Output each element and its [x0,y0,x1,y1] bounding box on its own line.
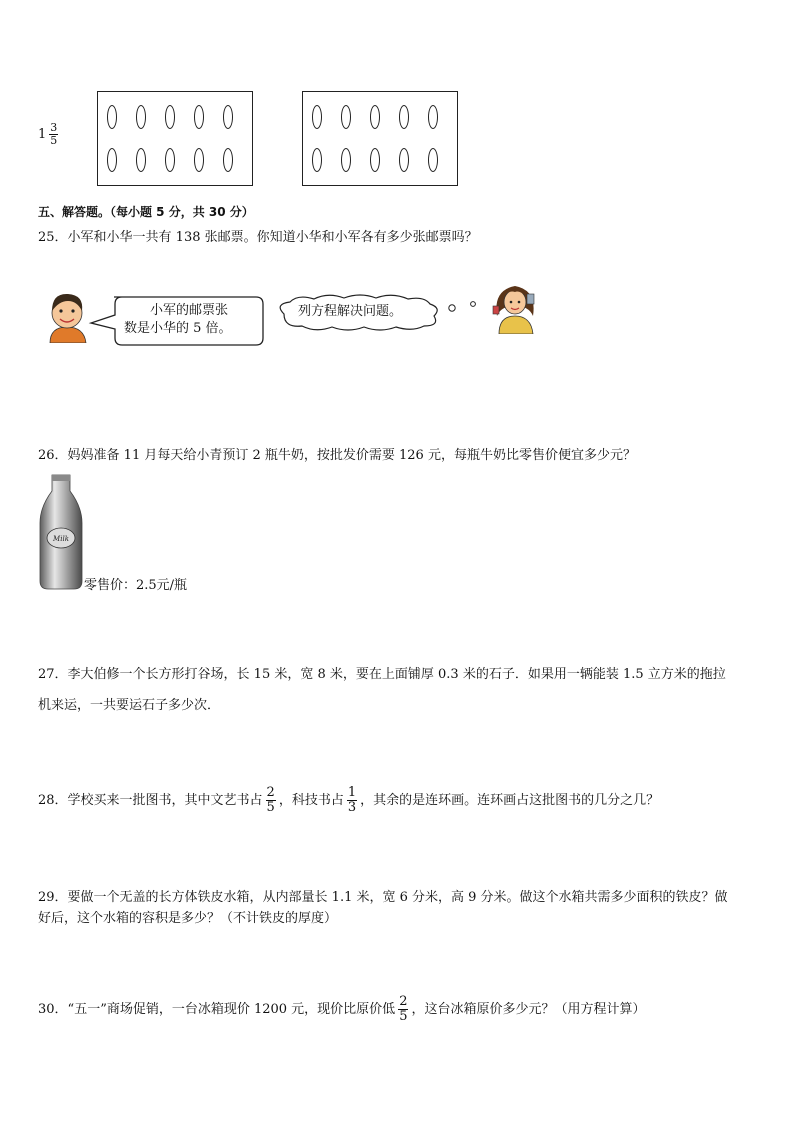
oval [223,148,233,172]
question-29-line-1: 29．要做一个无盖的长方体铁皮水箱，从内部量长 1.1 米，宽 6 分米，高 9 分米。做这个水箱共需多少面积的铁皮？做 [38,890,728,905]
mixed-number-denominator: 5 [50,134,58,147]
oval [107,105,117,129]
fraction-denominator: 5 [266,800,275,815]
girl-illustration [489,276,541,334]
boy-illustration [44,289,90,343]
mixed-number-fraction [49,122,58,147]
oval [428,105,438,129]
question-25-text: 25．小军和小华一共有 138 张邮票。你知道小华和小军各有多少张邮票吗？ [38,230,478,245]
boy-speech-line-1: 小军的邮票张 [150,303,229,318]
fraction-two-fifths [266,786,276,815]
oval [165,148,175,172]
oval [107,148,117,172]
oval [136,148,146,172]
fraction-numerator: 2 [266,785,275,800]
mixed-number [38,122,61,147]
question-28-part-2: ，科技书占 [278,792,344,808]
oval [136,105,146,129]
question-27-line-1: 27．李大伯修一个长方形打谷场，长 15 米，宽 8 米，要在上面铺厚 0.3 米的石子．如果用一辆能装 1.5 立方米的拖拉 [38,667,726,682]
question-28 [38,786,659,815]
oval-box-right [302,91,458,186]
milk-bottle-illustration [38,473,84,591]
oval [194,105,204,129]
oval [312,148,322,172]
fraction-denominator: 5 [399,1009,408,1024]
fraction-numerator: 1 [347,785,357,800]
mixed-number-numerator: 3 [50,121,58,134]
question-28-part-1: 28．学校买来一批图书，其中文艺书占 [38,792,263,808]
oval-box-left [97,91,253,186]
oval [399,105,409,129]
oval [341,105,351,129]
oval [399,148,409,172]
oval [428,148,438,172]
oval [370,105,380,129]
fraction-denominator: 3 [347,800,357,815]
question-30-part-1: 30．“五一”商场促销，一台冰箱现价 1200 元，现价比原价低 [38,1001,396,1017]
bottle-label: Milk [53,535,69,543]
fraction-numerator: 2 [399,994,408,1009]
fraction-two-fifths [398,995,408,1024]
oval [194,148,204,172]
question-30 [38,995,645,1024]
question-28-part-3: ，其余的是连环画。连环画占这批图书的几分之几？ [360,792,660,808]
oval [370,148,380,172]
thought-cloud-text: 列方程解决问题。 [298,304,403,319]
question-29-line-2: 好后，这个水箱的容积是多少？（不计铁皮的厚度） [38,911,338,926]
oval [223,105,233,129]
fraction-one-third [347,786,357,815]
mixed-number-whole: 1 [38,127,47,142]
section-title: 五、解答题。（每小题 5 分，共 30 分） [38,205,254,219]
oval [165,105,175,129]
retail-price-label: 零售价：2.5元/瓶 [84,578,188,593]
question-27-line-2: 机来运，一共要运石子多少次． [38,698,221,713]
oval [312,105,322,129]
question-30-part-2: ，这台冰箱原价多少元？（用方程计算） [411,1001,646,1017]
question-26-text: 26．妈妈准备 11 月每天给小青预订 2 瓶牛奶，按批发价需要 126 元，每瓶牛奶比零售价便宜多少元？ [38,448,636,463]
boy-speech-line-2: 数是小华的 5 倍。 [124,321,232,336]
oval [341,148,351,172]
